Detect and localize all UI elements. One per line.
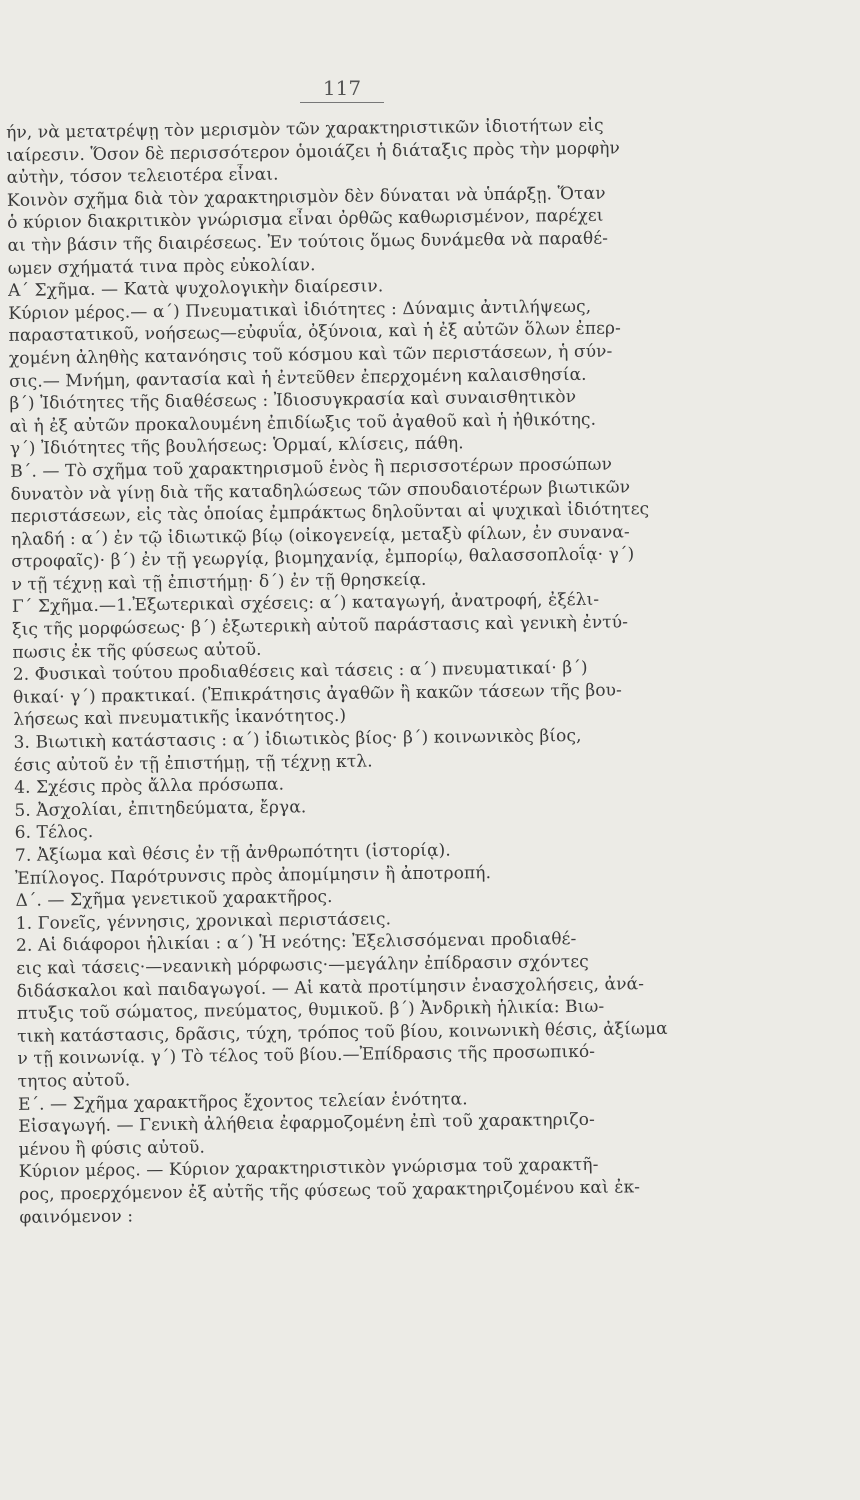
text-line: ρος, προερχόμενον ἐξ αὐτῆς τῆς φύσεως τοῦ χαρακτηριζομένου καὶ ἐκ- xyxy=(18,1177,641,1205)
text-line: αι τὴν βάσιν τῆς διαιρέσεως. Ἐν τούτοις ὅμως δυνάμεθα νὰ παραθέ- xyxy=(7,228,609,256)
text-line: στροφαῖς)· β΄) ἐν τῇ γεωργίᾳ, βιομηχανίᾳ, ἐμπορίῳ, θαλασσοπλοΐᾳ· γ΄) xyxy=(11,544,635,573)
text-line: 2. Αἱ διάφοροι ἡλικίαι : α΄) Ἡ νεότης: Ἐξελισσόμεναι προδιαθέ- xyxy=(15,929,577,957)
text-line: παραστατικοῦ, νοήσεως—εὐφυΐα, ὀξύνοια, καὶ ἡ ἐξ αὐτῶν ὅλων ἐπερ- xyxy=(8,318,622,347)
text-line: Ἐπίλογος. Παρότρυνσις πρὸς ἀπομίμησιν ἢ ἀποτροπή. xyxy=(15,862,492,889)
text-line: πτυξις τοῦ σώματος, πνεύματος, θυμικοῦ. β΄) Ἀνδρικὴ ἡλικία: Βιω- xyxy=(16,996,605,1025)
text-line: χομένη ἀληθὴς κατανόησις τοῦ κόσμου καὶ τῶν περιστάσεων, ἡ σύν- xyxy=(8,341,613,369)
text-line: φαινόμενον : xyxy=(19,1205,134,1228)
text-line: λήσεως καὶ πνευματικῆς ἱκανότητος.) xyxy=(13,706,347,731)
page-number: 117 xyxy=(300,76,384,103)
text-line: Β΄. — Τὸ σχῆμα τοῦ χαρακτηρισμοῦ ἑνὸς ἢ περισσοτέρων προσώπων xyxy=(10,454,613,482)
text-line: ξις τῆς μορφώσεως· β΄) ἐξωτερικὴ αὐτοῦ παράστασις καὶ γενικὴ ἐντύ- xyxy=(12,612,629,640)
text-line: ιαίρεσιν. Ὅσον δὲ περισσότερον ὁμοιάζει ἡ διάταξις πρὸς τὴν μορφὴν xyxy=(6,138,621,166)
text-line: αὐτὴν, τόσον τελειοτέρα εἶναι. xyxy=(6,164,279,189)
text-line: εις καὶ τάσεις·—νεανικὴ μόρφωσις·—μεγάλην ἐπίδρασιν σχόντες xyxy=(16,951,589,979)
text-line: διδάσκαλοι καὶ παιδαγωγοί. — Αἱ κατὰ προτίμησιν ἐνασχολήσεις, ἀνά- xyxy=(16,973,645,1002)
text-line: 5. Ἀσχολίαι, ἐπιτηδεύματα, ἔργα. xyxy=(14,797,307,821)
text-line: ήν, νὰ μετατρέψῃ τὸν μερισμὸν τῶν χαρακτηριστικῶν ἰδιοτήτων εἰς xyxy=(6,115,604,143)
text-line: θικαί· γ΄) πρακτικαί. (Ἐπικράτησις ἀγαθῶν ἢ κακῶν τάσεων τῆς βου- xyxy=(12,680,623,708)
text-line: δυνατὸν νὰ γίνῃ διὰ τῆς καταδηλώσεως τῶν σπουδαιοτέρων βιωτικῶν xyxy=(10,476,631,505)
text-line: 7. Ἀξίωμα καὶ θέσις ἐν τῇ ἀνθρωπότητι (ἱστορίᾳ). xyxy=(14,840,451,866)
text-line: ηλαδή : α΄) ἐν τῷ ἰδιωτικῷ βίῳ (οἰκογενείᾳ, μεταξὺ φίλων, ἐν συνανα- xyxy=(10,522,630,550)
text-line: ν τῇ κοινωνίᾳ. γ΄) Τὸ τέλος τοῦ βίου.—Ἐπίδρασις τῆς προσωπικό- xyxy=(17,1042,596,1070)
text-line: 6. Τέλος. xyxy=(14,822,94,844)
text-line: έσις αὐτοῦ ἐν τῇ ἐπιστήμῃ, τῇ τέχνῃ κτλ. xyxy=(13,751,373,776)
text-line: τητος αὐτοῦ. xyxy=(17,1070,131,1092)
text-body xyxy=(0,111,860,1229)
text-line: Δ΄. — Σχῆμα γενετικοῦ χαρακτῆρος. xyxy=(15,887,333,912)
text-line: ν τῇ τέχνῃ καὶ τῇ ἐπιστήμῃ· δ΄) ἐν τῇ θρησκείᾳ. xyxy=(11,569,427,595)
text-line: Α΄ Σχῆμα. — Κατὰ ψυχολογικὴν διαίρεσιν. xyxy=(7,276,384,302)
text-line: πωσις ἐκ τῆς φύσεως αὐτοῦ. xyxy=(12,639,262,663)
text-line: Κύριον μέρος. — Κύριον χαρακτηριστικὸν γνώρισμα τοῦ χαρακτῆ- xyxy=(18,1155,599,1183)
text-line: Γ΄ Σχῆμα.—1.Ἐξωτερικαὶ σχέσεις: α΄) καταγωγή, ἀνατροφή, ἐξέλι- xyxy=(11,590,600,618)
text-line: ὁ κύριον διακριτικὸν γνώρισμα εἶναι ὀρθῶς καθωρισμένον, παρέχει xyxy=(7,206,604,234)
text-line: 3. Βιωτικὴ κατάστασις : α΄) ἰδιωτικὸς βίος· β΄) κοινωνικὸς βίος, xyxy=(13,725,582,753)
text-line: Κοινὸν σχῆμα διὰ τὸν χαρακτηρισμὸν δὲν δύναται νὰ ὑπάρξῃ. Ὅταν xyxy=(6,183,606,211)
text-line: περιστάσεων, εἰς τὰς ὁποίας ἐμπράκτως δηλοῦνται αἱ ψυχικαὶ ἰδιότητες xyxy=(10,499,650,527)
text-line: 4. Σχέσις πρὸς ἄλλα πρόσωπα. xyxy=(14,774,285,799)
text-line: σις.— Μνήμη, φαντασία καὶ ἡ ἐντεῦθεν ἐπερχομένη καλαισθησία. xyxy=(9,364,587,392)
text-line: αὶ ἡ ἐξ αὐτῶν προκαλουμένη ἐπιδίωξις τοῦ ἀγαθοῦ καὶ ἡ ἠθικότης. xyxy=(9,409,597,437)
text-line: μένου ἢ φύσις αὐτοῦ. xyxy=(18,1137,206,1160)
text-line: ωμεν σχήματά τινα πρὸς εὐκολίαν. xyxy=(7,254,316,279)
text-line: Ε΄. — Σχῆμα χαρακτῆρος ἔχοντος τελείαν ἑνότητα. xyxy=(17,1088,468,1115)
text-line: Εἰσαγωγή. — Γενικὴ ἀλήθεια ἐφαρμοζομένη ἐπὶ τοῦ χαρακτηριζο- xyxy=(18,1109,596,1137)
text-line: 1. Γονεῖς, γέννησις, χρονικαὶ περιστάσεις. xyxy=(15,909,392,934)
text-line: β΄) Ἰδιότητες τῆς διαθέσεως : Ἰδιοσυγκρασία καὶ συναισθητικὸν xyxy=(9,387,577,415)
text-line: τικὴ κατάστασις, δρᾶσις, τύχη, τρόπος τοῦ βίου, κοινωνικὴ θέσις, ἀξίωμα xyxy=(17,1018,668,1047)
text-line: 2. Φυσικαὶ τούτου προδιαθέσεις καὶ τάσεις : α΄) πνευματικαί· β΄) xyxy=(12,658,588,686)
text-line: γ΄) Ἰδιότητες τῆς βουλήσεως: Ὁρμαί, κλίσεις, πάθη. xyxy=(9,433,464,460)
text-line: Κύριον μέρος.— α΄) Πνευματικαὶ ἰδιότητες : Δύναμις ἀντιλήψεως, xyxy=(8,296,592,324)
